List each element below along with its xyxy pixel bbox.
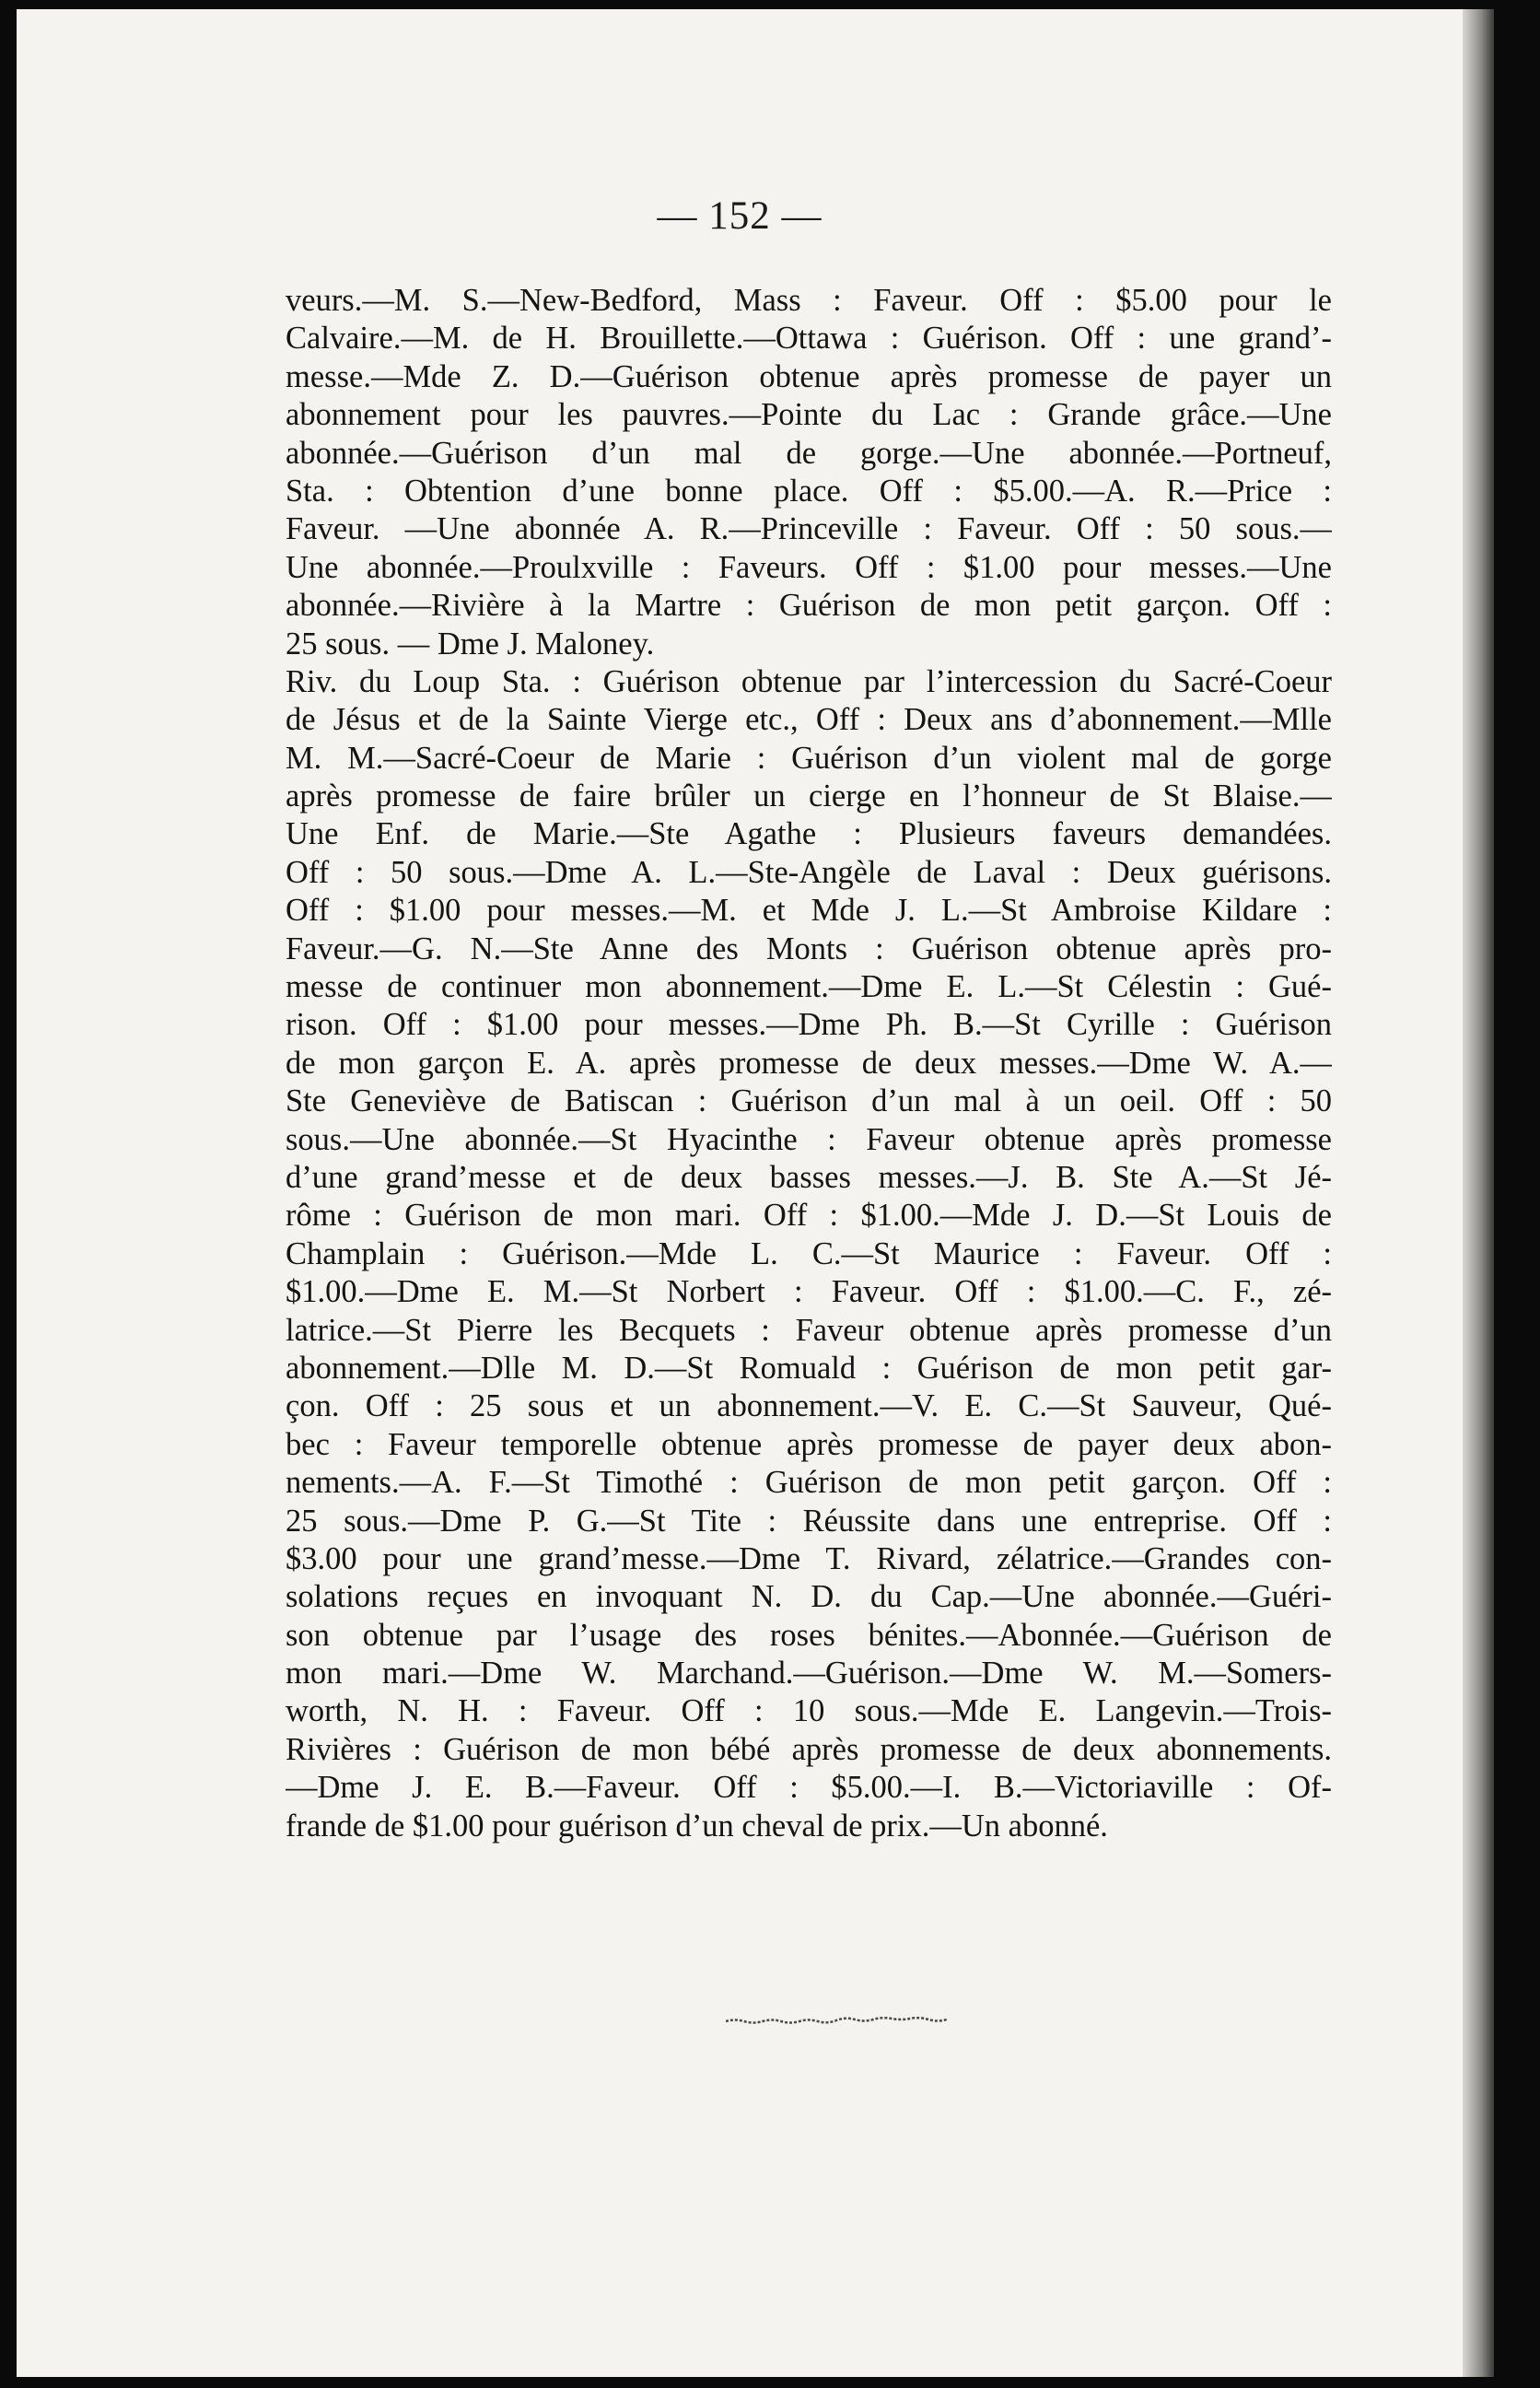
text-line: Une abonnée.—Proulxville : Faveurs. Off : $1.00 pour messes.—Une: [286, 549, 1332, 585]
text-line: d’une grand’messe et de deux basses messes.—J. B. Ste A.—St Jé-: [286, 1159, 1332, 1195]
text-line: $3.00 pour une grand’messe.—Dme T. Rivard, zélatrice.—Grandes con-: [286, 1540, 1332, 1576]
text-line: latrice.—St Pierre les Becquets : Faveur obtenue après promesse d’un: [286, 1312, 1332, 1348]
text-line: Une Enf. de Marie.—Ste Agathe : Plusieurs faveurs demandées.: [286, 816, 1332, 852]
text-line: abonnée.—Guérison d’un mal de gorge.—Une abonnée.—Portneuf,: [286, 435, 1332, 471]
text-line: mon mari.—Dme W. Marchand.—Guérison.—Dme W. M.—Somers-: [286, 1656, 1332, 1692]
text-line: abonnement pour les pauvres.—Pointe du Lac : Grande grâce.—Une: [286, 397, 1332, 433]
text-line: sous.—Une abonnée.—St Hyacinthe : Faveur obtenue après promesse: [286, 1121, 1332, 1157]
text-line: $1.00.—Dme E. M.—St Norbert : Faveur. Off : $1.00.—C. F., zé-: [286, 1274, 1332, 1310]
text-line: messe.—Mde Z. D.—Guérison obtenue après promesse de payer un: [286, 358, 1332, 394]
page-number: — 152 —: [657, 194, 822, 238]
text-line: veurs.—M. S.—New-Bedford, Mass : Faveur. Off : $5.00 pour le: [286, 283, 1332, 318]
text-line: Rivières : Guérison de mon bébé après promesse de deux abonnements.: [286, 1731, 1332, 1767]
text-line: M. M.—Sacré-Coeur de Marie : Guérison d’un violent mal de gorge: [286, 740, 1332, 776]
decorative-rule-ornament: [726, 2014, 947, 2027]
text-line: Faveur. —Une abonnée A. R.—Princeville : Faveur. Off : 50 sous.—: [286, 511, 1332, 547]
text-line: son obtenue par l’usage des roses bénites.—Abonnée.—Guérison de: [286, 1617, 1332, 1653]
text-line: rôme : Guérison de mon mari. Off : $1.00.—Mde J. D.—St Louis de: [286, 1198, 1332, 1234]
text-line: abonnement.—Dlle M. D.—St Romuald : Guérison de mon petit gar-: [286, 1350, 1332, 1386]
book-page: [17, 9, 1494, 2377]
page-spine-shadow: [1463, 9, 1494, 2377]
text-line: messe de continuer mon abonnement.—Dme E. L.—St Célestin : Gué-: [286, 969, 1332, 1005]
text-line: solations reçues en invoquant N. D. du Cap.—Une abonnée.—Guéri-: [286, 1579, 1332, 1615]
text-line: Champlain : Guérison.—Mde L. C.—St Maurice : Faveur. Off :: [286, 1235, 1332, 1271]
text-line: 25 sous. — Dme J. Maloney.: [286, 626, 655, 661]
text-line: çon. Off : 25 sous et un abonnement.—V. E. C.—St Sauveur, Qué-: [286, 1388, 1332, 1424]
text-line: Ste Geneviève de Batiscan : Guérison d’un mal à un oeil. Off : 50: [286, 1083, 1332, 1119]
text-line: Sta. : Obtention d’une bonne place. Off : $5.00.—A. R.—Price :: [286, 473, 1332, 509]
text-line: de mon garçon E. A. après promesse de deux messes.—Dme W. A.—: [286, 1045, 1332, 1081]
body-text: [286, 282, 1332, 1845]
text-line: Calvaire.—M. de H. Brouillette.—Ottawa : Guérison. Off : une grand’-: [286, 321, 1332, 357]
text-line: après promesse de faire brûler un cierge en l’honneur de St Blaise.—: [286, 778, 1332, 814]
text-line: Off : $1.00 pour messes.—M. et Mde J. L.—St Ambroise Kildare :: [286, 893, 1332, 929]
text-line: frande de $1.00 pour guérison d’un cheval de prix.—Un abonné.: [286, 1808, 1108, 1844]
text-line: 25 sous.—Dme P. G.—St Tite : Réussite dans une entreprise. Off :: [286, 1503, 1332, 1539]
text-line: nements.—A. F.—St Timothé : Guérison de mon petit garçon. Off :: [286, 1465, 1332, 1501]
text-line: abonnée.—Rivière à la Martre : Guérison de mon petit garçon. Off :: [286, 588, 1332, 624]
text-line: Off : 50 sous.—Dme A. L.—Ste-Angèle de Laval : Deux guérisons.: [286, 854, 1332, 890]
text-line: Faveur.—G. N.—Ste Anne des Monts : Guérison obtenue après pro-: [286, 931, 1332, 966]
text-line: —Dme J. E. B.—Faveur. Off : $5.00.—I. B.—Victoriaville : Of-: [286, 1770, 1332, 1806]
text-line: de Jésus et de la Sainte Vierge etc., Off : Deux ans d’abonnement.—Mlle: [286, 702, 1332, 738]
text-line: bec : Faveur temporelle obtenue après promesse de payer deux abon-: [286, 1426, 1332, 1462]
text-line: worth, N. H. : Faveur. Off : 10 sous.—Mde E. Langevin.—Trois-: [286, 1693, 1332, 1729]
text-line: rison. Off : $1.00 pour messes.—Dme Ph. B.—St Cyrille : Guérison: [286, 1007, 1332, 1043]
text-line: Riv. du Loup Sta. : Guérison obtenue par l’intercession du Sacré-Coeur: [286, 663, 1332, 699]
